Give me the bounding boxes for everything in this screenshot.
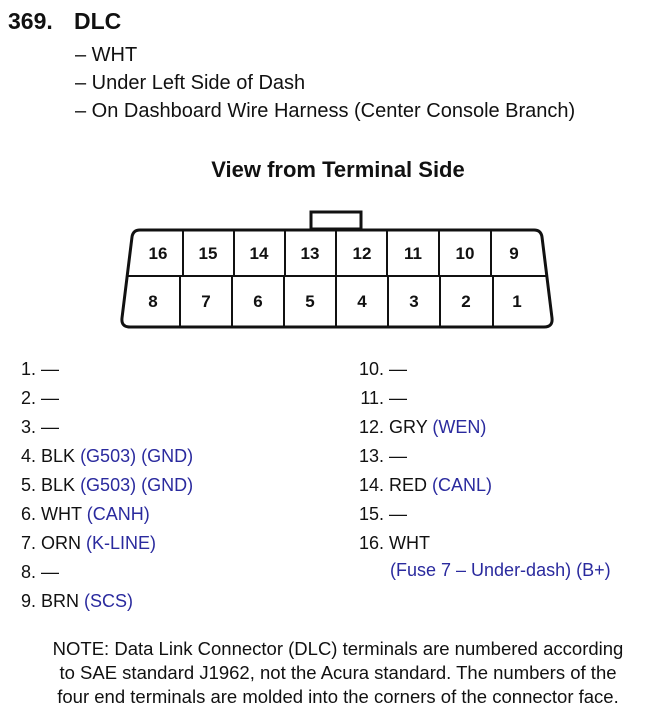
pin-list-item: 13. — xyxy=(358,446,408,466)
pin-list-item: 9. BRN (SCS) xyxy=(20,591,134,611)
connector-harness: – On Dashboard Wire Harness (Center Console Branch) xyxy=(75,100,576,122)
terminal-9-label: 9 xyxy=(509,244,519,263)
terminal-10-label: 10 xyxy=(455,244,475,263)
pin-16-fuse-info: (Fuse 7 – Under-dash) (B+) xyxy=(390,560,611,580)
terminal-5-label: 5 xyxy=(305,292,315,311)
pin-list-item: 8. — xyxy=(20,562,60,582)
terminal-1-label: 1 xyxy=(512,292,522,311)
terminal-15-label: 15 xyxy=(198,244,218,263)
connector-key-tab xyxy=(311,212,361,229)
dlc-connector-diagram xyxy=(0,0,670,340)
pin-list-item: 14. RED (CANL) xyxy=(358,475,493,495)
pin-list-item: 2. — xyxy=(20,388,60,408)
connector-color: – WHT xyxy=(75,44,138,66)
terminal-16-label: 16 xyxy=(148,244,168,263)
pin-list-item: 5. BLK (G503) (GND) xyxy=(20,475,194,495)
terminal-2-label: 2 xyxy=(461,292,471,311)
pin-list-item: 4. BLK (G503) (GND) xyxy=(20,446,194,466)
pin-list-item: 12. GRY (WEN) xyxy=(358,417,487,437)
connector-location: – Under Left Side of Dash xyxy=(75,72,306,94)
connector-number: 369. xyxy=(8,8,53,34)
view-title: View from Terminal Side xyxy=(211,157,465,182)
connector-name: DLC xyxy=(74,8,122,34)
terminal-13-label: 13 xyxy=(300,244,320,263)
terminal-3-label: 3 xyxy=(409,292,419,311)
terminal-6-label: 6 xyxy=(253,292,263,311)
terminal-4-label: 4 xyxy=(357,292,367,311)
terminal-12-label: 12 xyxy=(352,244,372,263)
pin-list-item: 15. — xyxy=(358,504,408,524)
terminal-8-label: 8 xyxy=(148,292,158,311)
pin-list-item: 3. — xyxy=(20,417,60,437)
pin-list-item: 11. — xyxy=(360,388,408,408)
note-text: NOTE: Data Link Connector (DLC) terminals are numbered according to SAE standard J1962, not the Acura standard. The numbers of the four end terminals are molded into the corners of the connector face. xyxy=(52,638,624,707)
terminal-11-label: 11 xyxy=(404,244,422,263)
pin-list-item: 1. — xyxy=(20,359,60,379)
pin-list-item: 10. — xyxy=(358,359,408,379)
pin-list-item: 6. WHT (CANH) xyxy=(20,504,150,524)
terminal-14-label: 14 xyxy=(249,244,269,263)
pin-list-item: 16. WHT xyxy=(358,533,430,553)
pin-list-item: 7. ORN (K-LINE) xyxy=(20,533,157,553)
terminal-7-label: 7 xyxy=(201,292,211,311)
